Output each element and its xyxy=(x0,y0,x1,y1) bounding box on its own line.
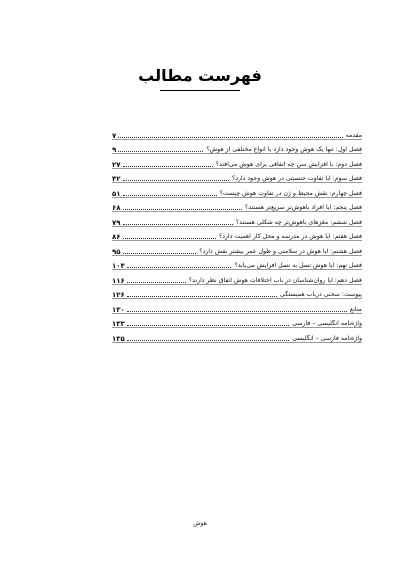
toc-entry-title: فصل هفتم: آیا هوش در مدرسه و محل کار اهمیت دارد؟ xyxy=(218,233,362,240)
toc-entry-page: ۵۱ xyxy=(112,189,121,198)
toc-leader-dots xyxy=(127,267,232,268)
toc-entry-page: ۹۵ xyxy=(112,247,121,256)
table-of-contents xyxy=(112,125,362,343)
toc-leader-dots xyxy=(127,340,289,341)
page-footer: هوش xyxy=(193,520,207,527)
toc-entry xyxy=(112,140,362,155)
toc-leader-dots xyxy=(127,296,277,297)
toc-leader-dots xyxy=(127,311,347,312)
toc-entry xyxy=(112,328,362,343)
toc-entry-title: فصل دوم: با افزایش سن چه اتفاقی برای هوش می‌افتد؟ xyxy=(215,160,362,168)
toc-leader-dots xyxy=(123,180,229,181)
toc-entry-page: ۷ xyxy=(112,131,117,140)
toc-entry xyxy=(112,198,362,213)
toc-entry-title: منابع xyxy=(349,305,362,313)
toc-entry-page: ۱۳۳ xyxy=(112,320,125,328)
toc-entry-title: فصل چهارم: نقش محیط و ژن در تفاوت هوش چیست؟ xyxy=(219,189,362,197)
toc-entry xyxy=(112,154,362,169)
toc-entry-page: ۷۹ xyxy=(112,218,121,227)
toc-entry xyxy=(112,183,362,198)
toc-entry-page: ۱۲۶ xyxy=(112,291,125,299)
toc-leader-dots xyxy=(123,238,216,239)
toc-entry-title: فصل پنجم: آیا افراد باهوش‌تر سریع‌تر هستند؟ xyxy=(244,204,362,211)
toc-row-rule xyxy=(112,342,362,343)
toc-entry-title: مقدمه xyxy=(345,131,362,139)
toc-leader-dots xyxy=(123,253,197,254)
toc-entry-title: فصل دهم: آیا روان‌شناسان در باب اختلافات هوش اتفاق نظر دارند؟ xyxy=(188,276,362,284)
toc-entry xyxy=(112,212,362,227)
toc-entry-page: ۶۸ xyxy=(112,204,121,212)
toc-entry xyxy=(112,241,362,256)
toc-leader-dots xyxy=(123,195,217,196)
toc-entry xyxy=(112,285,362,300)
toc-entry xyxy=(112,256,362,271)
toc-entry xyxy=(112,169,362,184)
toc-leader-dots xyxy=(127,325,289,326)
toc-entry-title: واژه‌نامه فارسی – انگلیسی xyxy=(292,334,362,342)
toc-leader-dots xyxy=(123,224,233,225)
toc-entry-page: ۱۳۰ xyxy=(112,305,125,314)
toc-entry-page: ۹ xyxy=(112,146,117,154)
title-underline xyxy=(160,90,240,91)
toc-entry-title: فصل ششم: مغزهای باهوش‌تر چه شکلی هستند؟ xyxy=(235,218,362,226)
toc-leader-dots xyxy=(123,209,242,210)
toc-entry xyxy=(112,125,362,140)
toc-entry-page: ۱۰۴ xyxy=(112,262,125,270)
toc-leader-dots xyxy=(118,151,203,152)
toc-entry xyxy=(112,314,362,329)
toc-leader-dots xyxy=(118,137,342,138)
toc-entry xyxy=(112,299,362,314)
toc-entry xyxy=(112,227,362,242)
toc-entry-page: ۲۷ xyxy=(112,160,121,169)
toc-entry-page: ۱۱۶ xyxy=(112,276,125,285)
toc-entry-page: ۱۳۵ xyxy=(112,334,125,343)
toc-entry-title: فصل سوم: آیا تفاوت جنسیتی در هوش وجود دارد؟ xyxy=(231,175,362,182)
toc-leader-dots xyxy=(123,166,213,167)
toc-entry-title: فصل هشتم: آیا هوش در سلامتی و طول عمر بیشتر نقش دارد؟ xyxy=(199,247,362,255)
toc-entry-page: ۸۶ xyxy=(112,233,121,241)
toc-entry-title: واژه‌نامه انگلیسی – فارسی xyxy=(292,320,362,327)
toc-leader-dots xyxy=(127,282,186,283)
toc-entry-page: ۴۲ xyxy=(112,175,121,183)
toc-entry xyxy=(112,270,362,285)
page-title: فهرست مطالب xyxy=(138,66,262,85)
toc-entry-title: فصل اول: تنها یک هوش وجود دارد یا انواع مختلفی از هوش؟ xyxy=(206,146,362,153)
toc-entry-title: فصل نهم: آیا هوش نسل به نسل افزایش می‌یابد؟ xyxy=(234,262,362,269)
toc-entry-title: پیوست: سخنی درباب همبستگی xyxy=(279,291,362,298)
